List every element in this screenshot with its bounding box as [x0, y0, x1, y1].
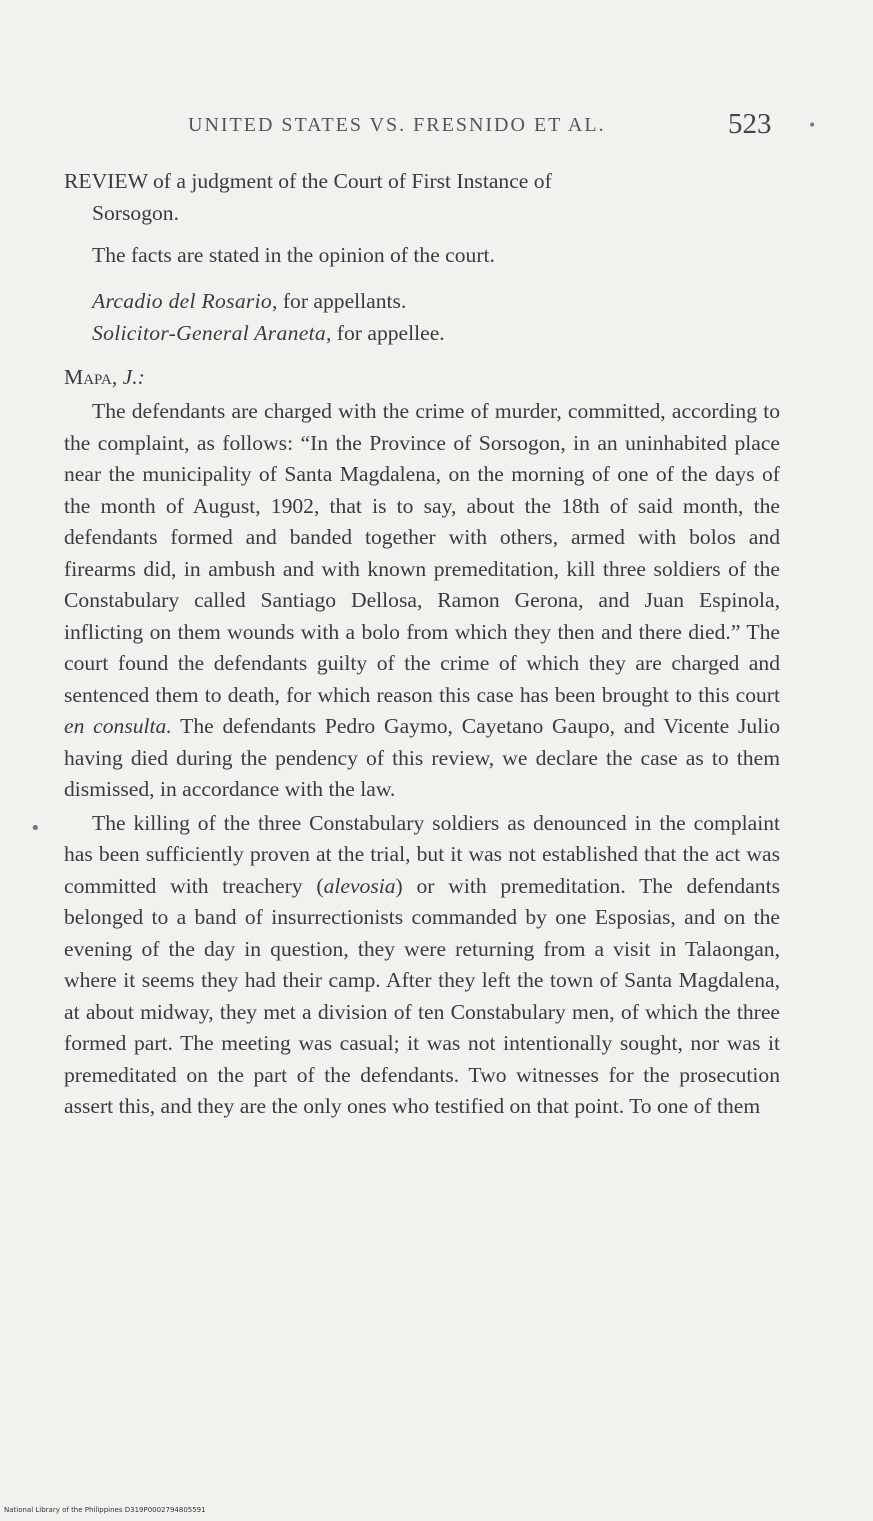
counsel-list — [64, 286, 808, 349]
paragraph-2-text-b: ) or with premeditation. The defendants belonged to a band of insurrectionists commanded by one Esposias, and on the evening of the day in question, they were returning from a visit in Talaongan, where it seems they had their camp. After they left the town of Santa Magdalena, at about midway, they met a division of ten Constabulary men, of which the three formed part. The meeting was casual; it was not intentionally sought, nor was it premeditated on the part of the defendants. Two witnesses for the prosecution assert this, and they are the only ones who testified on that point. To one of them — [64, 873, 780, 1118]
paragraph-1-text-b: The defendants Pedro Gaymo, Cayetano Gaupo, and Vicente Julio having died during the pendency of this review, we declare the case as to them dismissed, in accordance with the law. — [64, 714, 780, 801]
scan-footer: National Library of the Philippines D319P0002794805591 — [4, 1506, 206, 1514]
review-statement — [64, 166, 780, 229]
counsel-role: , for appellants. — [272, 289, 407, 313]
paragraph-2-italic: alevosia — [323, 873, 396, 898]
paragraph-1-italic: en consulta. — [64, 714, 172, 738]
counsel-name: Solicitor-General Araneta — [92, 320, 326, 345]
facts-text: The facts are stated in the opinion of the court. — [92, 243, 495, 267]
counsel-appellants — [92, 286, 808, 318]
counsel-name: Arcadio del Rosario — [92, 289, 273, 313]
author-title: , J.: — [111, 365, 145, 389]
paragraph-1 — [64, 396, 780, 806]
page-header — [188, 108, 808, 148]
page-number: 523 — [728, 108, 772, 140]
opinion-body — [64, 396, 780, 1123]
margin-mark: • — [808, 118, 817, 134]
paragraph-2-text-a: The killing of the three Constabulary soldiers as denounced in the complaint has been sufficiently proven at the trial, but it was not established that the act was committed with treachery ( — [64, 810, 780, 898]
review-line-1: REVIEW of a judgment of the Court of First Instance of — [64, 169, 552, 193]
paragraph-1-text-a: The defendants are charged with the crime of murder, committed, according to the complaint, as follows: “In the Province of Sorsogon, in an uninhabited place near the municipality of Santa Magdalena, on the morning of one of the days of the month of August, 1902, that is to say, about the 18th of said month, the defendants formed and banded together with others, armed with bolos and firearms did, in ambush and with known premeditation, kill three soldiers of the Constabulary called Santiago Dellosa, Ramon Gerona, and Juan Espinola, inflicting on them wounds with a bolo from which they then and there died.” The court found the defendants guilty of the crime of which they are charged and sentenced them to death, for which reason this case has been brought to this court — [64, 399, 780, 707]
running-head: UNITED STATES VS. FRESNIDO ET AL. — [188, 114, 606, 136]
review-line-2: Sorsogon. — [92, 200, 179, 225]
paragraph-2 — [64, 808, 780, 1123]
author-name: Mapa — [64, 365, 112, 389]
facts-statement — [64, 240, 808, 272]
margin-dot: • — [30, 818, 41, 839]
counsel-appellee — [92, 318, 808, 350]
opinion-author — [64, 362, 780, 394]
counsel-role: , for appellee. — [325, 320, 445, 345]
